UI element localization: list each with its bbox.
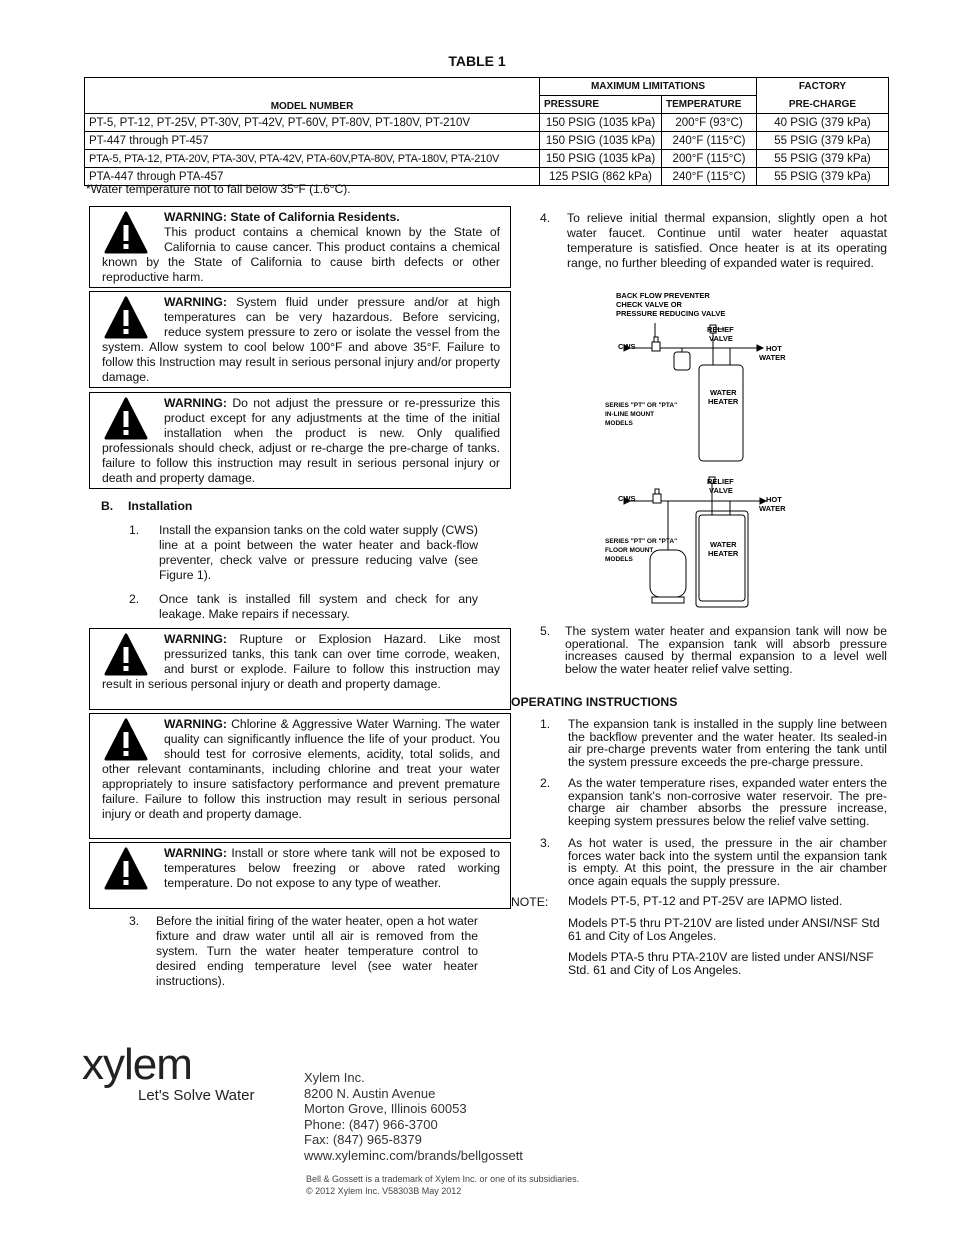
label-cws: CWS [618, 494, 636, 503]
col-header-temperature: TEMPERATURE [662, 96, 757, 114]
warning-text: Do not adjust the pressure or re-pressurize this product except for any adjustments at the time of the initial installation when the product is new. Only qualified professionals should check, adjust or re-charge the pre-charge of tanks. failure to follow this instruction may result in serious personal injury or death and property damage. [102, 396, 500, 485]
label-relief: RELIEF [707, 325, 734, 334]
note-label: NOTE: [511, 895, 549, 909]
cell-pressure: 150 PSIG (1035 kPa) [540, 114, 662, 132]
step-number: 2. [540, 776, 551, 790]
label-cws: CWS [618, 342, 636, 351]
cell-pressure: 150 PSIG (1035 kPa) [540, 132, 662, 150]
trademark: Bell & Gossett is a trademark of Xylem Inc. or one of its subsidiaries. [306, 1174, 580, 1184]
operating-step [540, 718, 887, 768]
col-header-factory: FACTORY [757, 78, 889, 96]
installation-step [129, 523, 478, 583]
label-relief: RELIEF [707, 477, 734, 486]
warning-text: System fluid under pressure and/or at high temperatures can be very hazardous. Before servicing, reduce system pressure to zero or isolate the vessel from the system. Allow system to cool below 100°F and above 35°F. Failure to follow this Instruction may result in serious personal injury and/or property damage. [102, 295, 500, 384]
label-hot: HOT [766, 344, 782, 353]
step-number: 2. [129, 592, 140, 606]
step-number: 1. [540, 717, 551, 731]
step-text: Before the initial firing of the water heater, open a hot water fixture and draw water until all air is removed from the system. Turn the water heater temperature control to desired ending temperature level (see water heater instructions). [156, 914, 478, 988]
step-text: Install the expansion tanks on the cold water supply (CWS) line at a point between the water heater and back-flow preventer, check valve or pressure reducing valve (see Figure 1). [159, 523, 478, 582]
warning-triangle-icon [104, 296, 148, 340]
warning-triangle-icon [104, 397, 148, 441]
label-inline-series: SERIES "PT" OR "PTA" [605, 402, 678, 409]
installation-step [129, 592, 478, 622]
copyright: © 2012 Xylem Inc. V58303B May 2012 [306, 1186, 462, 1196]
label-hot: HOT [766, 495, 782, 504]
installation-heading: Installation [128, 499, 193, 513]
label-hot-water: WATER [759, 504, 786, 513]
xylem-logo: xylem [82, 1040, 192, 1089]
step-text: Once tank is installed fill system and check for any leakage. Make repairs if necessary. [159, 592, 478, 621]
step-text: The system water heater and expansion tank will now be operational. The expansion tank will absorb pressure increases caused by thermal expansion to a level well below the water heater relief valve setting. [565, 624, 887, 676]
warning-triangle-icon [104, 633, 148, 677]
installation-step [540, 211, 887, 271]
xylem-tagline: Let's Solve Water [138, 1087, 255, 1104]
label-water: WATER [710, 540, 737, 549]
note-text: Models PTA-5 thru PTA-210V are listed under ANSI/NSF Std. 61 and City of Los Angeles. [568, 950, 874, 977]
warning-text: Chlorine & Aggressive Water Warning. The water quality can significantly influence the life of your product. You should test for corrosive elements, acidity, total solids, and other relevant contaminants, including chlorine and treat your water appropriately to insure satisfactory performance and prevent premature failure. Failure to follow this instruction may result in serious personal injury or death and property damage. [102, 717, 500, 821]
step-number: 3. [540, 836, 551, 850]
col-header-pressure: PRESSURE [540, 96, 662, 114]
warning-text: Install or store where tank will not be exposed to temperatures below freezing or above rated working temperature. Do not expose to any type of weather. [164, 846, 501, 890]
warning-box-rupture [89, 628, 511, 710]
cell-model: PTA-447 through PTA-457 [85, 168, 540, 186]
step-number: 3. [129, 914, 140, 928]
street: 8200 N. Austin Avenue [304, 1085, 436, 1101]
installation-diagram [600, 285, 800, 610]
warning-label: WARNING: [164, 295, 227, 309]
label-valve: VALVE [709, 486, 733, 495]
step-text: The expansion tank is installed in the supply line between the backflow preventer and the water heater. Its sealed-in air pre-charge prevents water from entering the tank until the system pressure exceeds the pre-charge pressure. [568, 717, 887, 769]
table-title: TABLE 1 [448, 53, 506, 69]
step-number: 4. [540, 211, 551, 225]
cell-model: PTA-5, PTA-12, PTA-20V, PTA-30V, PTA-42V, PTA-60V,PTA-80V, PTA-180V, PTA-210V [85, 150, 540, 168]
operating-step [540, 837, 887, 887]
limitations-table [84, 77, 889, 186]
label-inline-models: MODELS [605, 420, 633, 427]
warning-label: WARNING: [164, 717, 227, 731]
installation-heading-letter: B. [101, 499, 114, 513]
warning-triangle-icon [104, 847, 148, 891]
label-floor-series: SERIES "PT" OR "PTA" [605, 538, 678, 545]
warning-label: WARNING: State of California Residents. [164, 210, 400, 224]
warning-text: This product contains a chemical known by the State of California to cause cancer. This product contains a chemical known by the State of California to cause birth defects or other reproductive harm. [102, 225, 500, 284]
city: Morton Grove, Illinois 60053 [304, 1101, 467, 1116]
label-heater: HEATER [708, 397, 739, 406]
step-text: As hot water is used, the pressure in the air chamber forces water back into the system until the expansion tank is empty. At this point, the pressure in the air chamber once again equals the supply pressure. [568, 836, 887, 888]
cell-temperature: 240°F (115°C) [662, 132, 757, 150]
warning-label: WARNING: [164, 632, 227, 646]
step-text: As the water temperature rises, expanded water enters the expansion tank's non-corrosive water reservoir. The pre-charge air chamber absorbs the pressure increase, keeping system pressures below the relief valve setting. [568, 776, 887, 828]
label-backflow: BACK FLOW PREVENTER [616, 291, 710, 300]
cell-precharge: 55 PSIG (379 kPa) [757, 132, 889, 150]
label-checkvalve: CHECK VALVE OR [616, 300, 682, 309]
warning-triangle-icon [104, 211, 148, 255]
warning-triangle-icon [104, 718, 148, 762]
label-floor-mount: FLOOR MOUNT [605, 547, 654, 554]
step-number: 1. [129, 523, 140, 537]
installation-step [540, 625, 887, 675]
col-header-precharge: PRE-CHARGE [757, 96, 889, 114]
cell-precharge: 55 PSIG (379 kPa) [757, 150, 889, 168]
operating-step [540, 777, 887, 827]
cell-temperature: 200°F (93°C) [662, 114, 757, 132]
warning-box-california [89, 206, 511, 288]
note-text: Models PT-5 thru PT-210V are listed under ANSI/NSF Std 61 and City of Los Angeles. [568, 916, 880, 943]
warning-box-pressure [89, 291, 511, 388]
installation-step [129, 914, 478, 989]
table-row [85, 132, 889, 150]
company-name: Xylem Inc. [304, 1070, 365, 1085]
operating-heading: OPERATING INSTRUCTIONS [511, 695, 678, 709]
warning-label: WARNING: [164, 846, 227, 860]
cell-pressure: 125 PSIG (862 kPa) [540, 168, 662, 186]
col-header-max: MAXIMUM LIMITATIONS [540, 78, 757, 96]
step-text: To relieve initial thermal expansion, slightly open a hot water faucet. Continue until water heater aquastat temperature is satisfied. Once heater is at its operating range, no further bleeding of expanded water is required. [567, 211, 887, 270]
cell-precharge: 55 PSIG (379 kPa) [757, 168, 889, 186]
table-footnote: *Water temperature not to fall below 35°F (1.6°C). [86, 182, 351, 196]
label-water: WATER [710, 388, 737, 397]
label-prv: PRESSURE REDUCING VALVE [616, 309, 726, 318]
label-heater: HEATER [708, 549, 739, 558]
fine-print [306, 1173, 579, 1197]
step-number: 5. [540, 624, 551, 638]
label-hot-water: WATER [759, 353, 786, 362]
note-text: Models PT-5, PT-12 and PT-25V are IAPMO listed. [568, 894, 843, 908]
warning-label: WARNING: [164, 396, 227, 410]
fax: Fax: (847) 965-8379 [304, 1132, 422, 1147]
warning-text: Rupture or Explosion Hazard. Like most pressurized tanks, this tank can over time corrode, weaken, and burst or explode. Failure to follow this instruction may result in serious personal injury or death and property damage. [102, 632, 501, 691]
warning-box-chlorine [89, 713, 511, 839]
company-address [304, 1070, 523, 1163]
table-row [85, 150, 889, 168]
label-valve: VALVE [709, 334, 733, 343]
label-inline-mount: IN-LINE MOUNT [605, 411, 655, 418]
website: www.xyleminc.com/brands/bellgossett [304, 1147, 523, 1163]
label-floor-models: MODELS [605, 556, 633, 563]
cell-precharge: 40 PSIG (379 kPa) [757, 114, 889, 132]
phone: Phone: (847) 966-3700 [304, 1116, 438, 1132]
table-row [85, 114, 889, 132]
col-header-model: MODEL NUMBER [85, 78, 540, 114]
cell-model: PT-447 through PT-457 [85, 132, 540, 150]
cell-temperature: 240°F (115°C) [662, 168, 757, 186]
warning-box-adjust [89, 392, 511, 489]
cell-temperature: 200°F (115°C) [662, 150, 757, 168]
cell-pressure: 150 PSIG (1035 kPa) [540, 150, 662, 168]
warning-box-freezing [89, 842, 511, 909]
cell-model: PT-5, PT-12, PT-25V, PT-30V, PT-42V, PT-60V, PT-80V, PT-180V, PT-210V [85, 114, 540, 132]
